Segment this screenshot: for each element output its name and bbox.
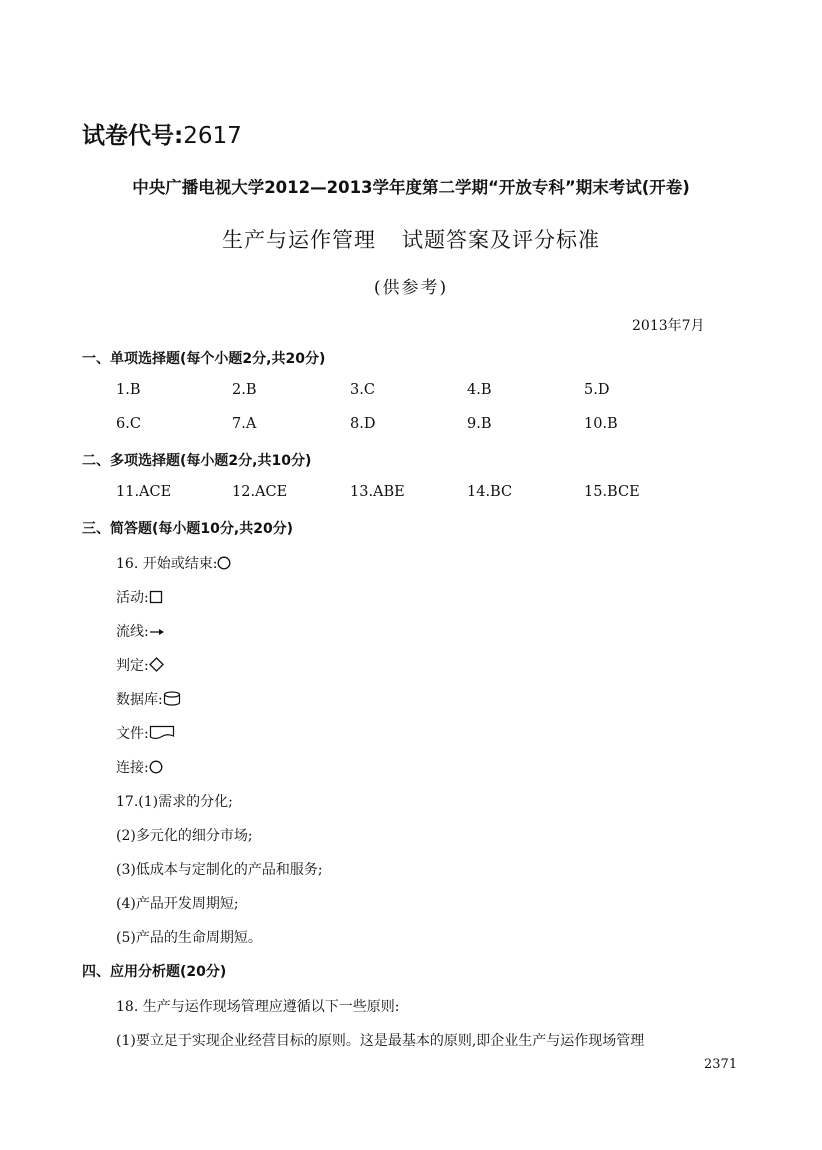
- q17-line: (4)产品开发周期短;: [116, 896, 239, 912]
- q16-item-start-end: [116, 553, 231, 573]
- document-subtitle: [0, 224, 822, 254]
- q16-label: 活动:: [116, 590, 149, 606]
- answer-item: 2.B: [232, 382, 257, 398]
- paper-code-number: 2617: [183, 123, 242, 149]
- answer-item: 8.D: [350, 416, 376, 432]
- q16-item-activity: [116, 587, 163, 607]
- q17-line: (3)低成本与定制化的产品和服务;: [116, 862, 323, 878]
- answer-item: 6.C: [116, 416, 141, 432]
- answer-item: 11.ACE: [116, 484, 172, 500]
- q16-item-connector: [116, 757, 163, 777]
- q16-label: 文件:: [116, 726, 149, 742]
- answer-item: 1.B: [116, 382, 141, 398]
- q17-line: (2)多元化的细分市场;: [116, 828, 253, 844]
- paper-code: [82, 117, 242, 150]
- answer-item: 7.A: [232, 416, 257, 432]
- circle-icon: [149, 760, 163, 774]
- q16-label: 流线:: [116, 624, 149, 640]
- answer-item: 5.D: [584, 382, 610, 398]
- answer-item: 10.B: [584, 416, 618, 432]
- document-type: 试题答案及评分标准: [402, 228, 600, 252]
- reference-note: (供参考): [373, 278, 449, 298]
- arrow-icon: [149, 626, 165, 638]
- section-3-title: 三、简答题(每小题10分,共20分): [82, 521, 294, 537]
- q16-item-flowline: [116, 621, 165, 641]
- q16-label: 16. 开始或结束:: [116, 556, 218, 572]
- q16-item-decision: [116, 655, 164, 675]
- answer-item: 12.ACE: [232, 484, 288, 500]
- answer-item: 3.C: [350, 382, 375, 398]
- q16-label: 判定:: [116, 658, 149, 674]
- circle-icon: [217, 556, 231, 570]
- answer-item: 14.BC: [467, 484, 513, 500]
- paper-code-label: 试卷代号: [82, 123, 174, 149]
- section-1-title: 一、单项选择题(每个小题2分,共20分): [82, 351, 326, 367]
- q17-line: (5)产品的生命周期短。: [116, 930, 262, 946]
- q16-item-database: [116, 689, 181, 709]
- answer-item: 15.BCE: [584, 484, 640, 500]
- exam-title: 中央广播电视大学2012—2013学年度第二学期“开放专科”期末考试(开卷): [132, 178, 690, 197]
- exam-date: 2013年7月: [632, 318, 705, 334]
- q17-line: 17.(1)需求的分化;: [116, 794, 233, 810]
- diamond-icon: [149, 657, 164, 672]
- section-2-title: 二、多项选择题(每小题2分,共10分): [82, 453, 312, 469]
- document-icon: [149, 725, 175, 740]
- course-name: 生产与运作管理: [222, 228, 376, 252]
- q16-item-document: [116, 723, 175, 743]
- paper-code-separator: :: [174, 123, 184, 149]
- square-icon: [149, 590, 163, 604]
- answer-item: 4.B: [467, 382, 492, 398]
- q18-paragraph-1: (1)要立足于实现企业经营目标的原则。这是最基本的原则,即企业生产与运作现场管理: [116, 1033, 645, 1049]
- answer-item: 13.ABE: [350, 484, 405, 500]
- q18-intro: 18. 生产与运作现场管理应遵循以下一些原则:: [116, 999, 400, 1015]
- answer-item: 9.B: [467, 416, 492, 432]
- q16-label: 数据库:: [116, 692, 163, 708]
- section-4-title: 四、应用分析题(20分): [82, 964, 227, 980]
- q16-label: 连接:: [116, 760, 149, 776]
- page-number: 2371: [704, 1057, 738, 1072]
- cylinder-icon: [163, 691, 181, 706]
